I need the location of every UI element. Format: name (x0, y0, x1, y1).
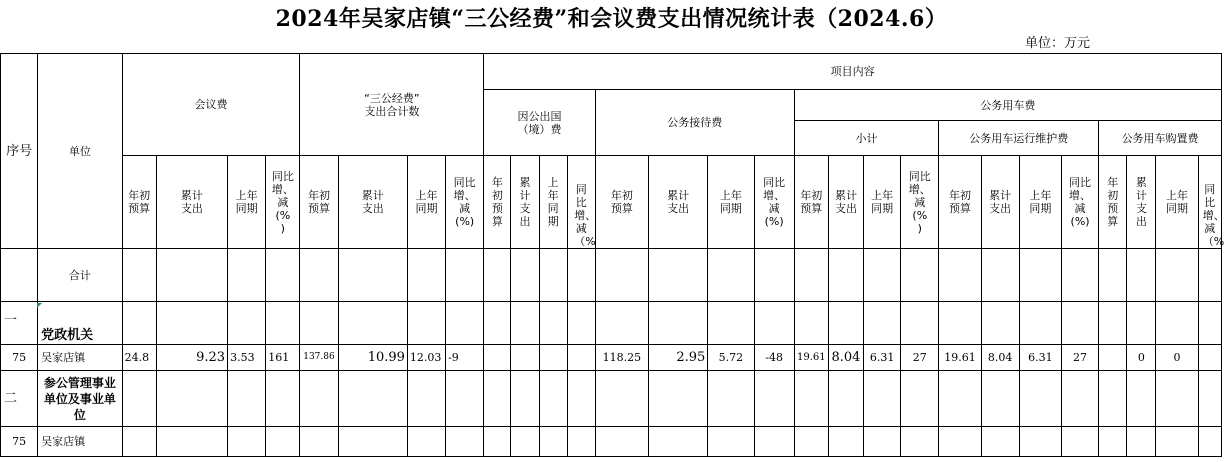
row-seq: 75 (1, 427, 38, 457)
table-row (1, 427, 1222, 457)
cell-value: 8.04 (981, 345, 1019, 371)
header-yoy: 同比 增、 减 (%) (1061, 156, 1098, 249)
header-yoy: 同比 增、 减 (%) (754, 156, 794, 249)
header-car-maintenance: 公务用车运行维护费 (939, 121, 1099, 156)
table-row (1, 249, 1222, 302)
cell-value: -9 (446, 345, 484, 371)
cell-value: 0 (1156, 345, 1198, 371)
section-seq: 二 (1, 371, 38, 427)
header-spent: 累计 支出 (981, 156, 1019, 249)
header-last-year: 上年 同期 (708, 156, 754, 249)
header-budget: 年初预算 (1107, 176, 1119, 228)
header-budget: 年初 预算 (939, 156, 981, 249)
header-budget: 年初 预算 (595, 156, 648, 249)
header-reception: 公务接待费 (595, 90, 794, 156)
row-seq: 75 (1, 345, 38, 371)
cell-value: 19.61 (939, 345, 981, 371)
header-budget: 年初 预算 (122, 156, 156, 249)
section-label: 党政机关 (38, 302, 122, 345)
cell-value: 118.25 (595, 345, 648, 371)
cell-value: 137.86 (300, 345, 338, 371)
cell-value: 6.31 (1019, 345, 1061, 371)
cell-value: 27 (1061, 345, 1098, 371)
unit-label: 单位：万元 (1025, 36, 1091, 51)
header-last-year: 上年同期 (547, 176, 559, 228)
cell-value (567, 345, 595, 371)
cell-value: 10.99 (338, 345, 407, 371)
header-car-purchase: 公务用车购置费 (1099, 121, 1222, 156)
header-yoy: 同比 增、 减 (%) (446, 156, 484, 249)
header-abroad: 因公出国 （境）费 (484, 90, 596, 156)
cell-value (1099, 345, 1127, 371)
row-name: 吴家店镇 (38, 345, 122, 371)
header-last-year: 上年 同期 (1156, 156, 1198, 249)
header-budget: 年初 预算 (300, 156, 338, 249)
cell-value: 12.03 (407, 345, 445, 371)
header-spent: 累计 支出 (156, 156, 227, 249)
header-last-year: 上年 同期 (407, 156, 445, 249)
header-meeting: 会议费 (122, 54, 300, 156)
cell-value: 6.31 (864, 345, 901, 371)
row-total-label: 合计 (38, 249, 122, 302)
header-yoy: 同比增、减（% (574, 183, 597, 248)
cell-value: 8.04 (828, 345, 863, 371)
cell-value: 0 (1127, 345, 1156, 371)
header-car: 公务用车费 (794, 90, 1221, 121)
page-title: 2024年吴家店镇“三公经费”和会议费支出情况统计表（2024.6） (275, 6, 948, 32)
header-budget: 年初预算 (491, 176, 503, 228)
cell-value: -48 (754, 345, 794, 371)
cell-value: 9.23 (156, 345, 227, 371)
header-unit: 单位 (38, 54, 122, 249)
header-last-year: 上年 同期 (1019, 156, 1061, 249)
header-seq: 序号 (1, 54, 38, 249)
header-last-year: 上年 同期 (864, 156, 901, 249)
header-spent: 累计支出 (519, 176, 531, 228)
cell-comment-marker-icon (37, 303, 42, 308)
table-row (1, 345, 1222, 371)
cell-value: 3.53 (228, 345, 266, 371)
header-last-year: 上年 同期 (228, 156, 266, 249)
section-seq: 一 (1, 302, 38, 345)
cell-value (539, 345, 567, 371)
header-spent: 累计 支出 (338, 156, 407, 249)
cell-value (511, 345, 539, 371)
cell-value: 5.72 (708, 345, 754, 371)
statistics-table (0, 53, 1225, 457)
cell-value: 27 (901, 345, 939, 371)
cell-value: 24.8 (122, 345, 156, 371)
header-sangong-total: “三公经费” 支出合计数 (300, 54, 484, 156)
header-subtotal: 小计 (794, 121, 939, 156)
cell-value: 161 (266, 345, 300, 371)
table-row (1, 371, 1222, 427)
section-label: 参公管理事业单位及事业单位 (38, 371, 122, 427)
header-yoy: 同比 增、 减 (% ) (266, 156, 300, 249)
cell-value: 19.61 (794, 345, 828, 371)
header-project: 项目内容 (484, 54, 1222, 90)
header-spent: 累计支出 (1135, 176, 1147, 228)
cell-value (484, 345, 511, 371)
header-yoy: 同比增、减（% (1202, 183, 1225, 248)
header-yoy: 同比 增、 减 (% ) (901, 156, 939, 249)
header-spent: 累计 支出 (828, 156, 863, 249)
header-budget: 年初 预算 (794, 156, 828, 249)
cell-value (1198, 345, 1221, 371)
header-spent: 累计 支出 (649, 156, 708, 249)
table-row (1, 302, 1222, 345)
row-name: 吴家店镇 (38, 427, 122, 457)
cell-value: 2.95 (649, 345, 708, 371)
